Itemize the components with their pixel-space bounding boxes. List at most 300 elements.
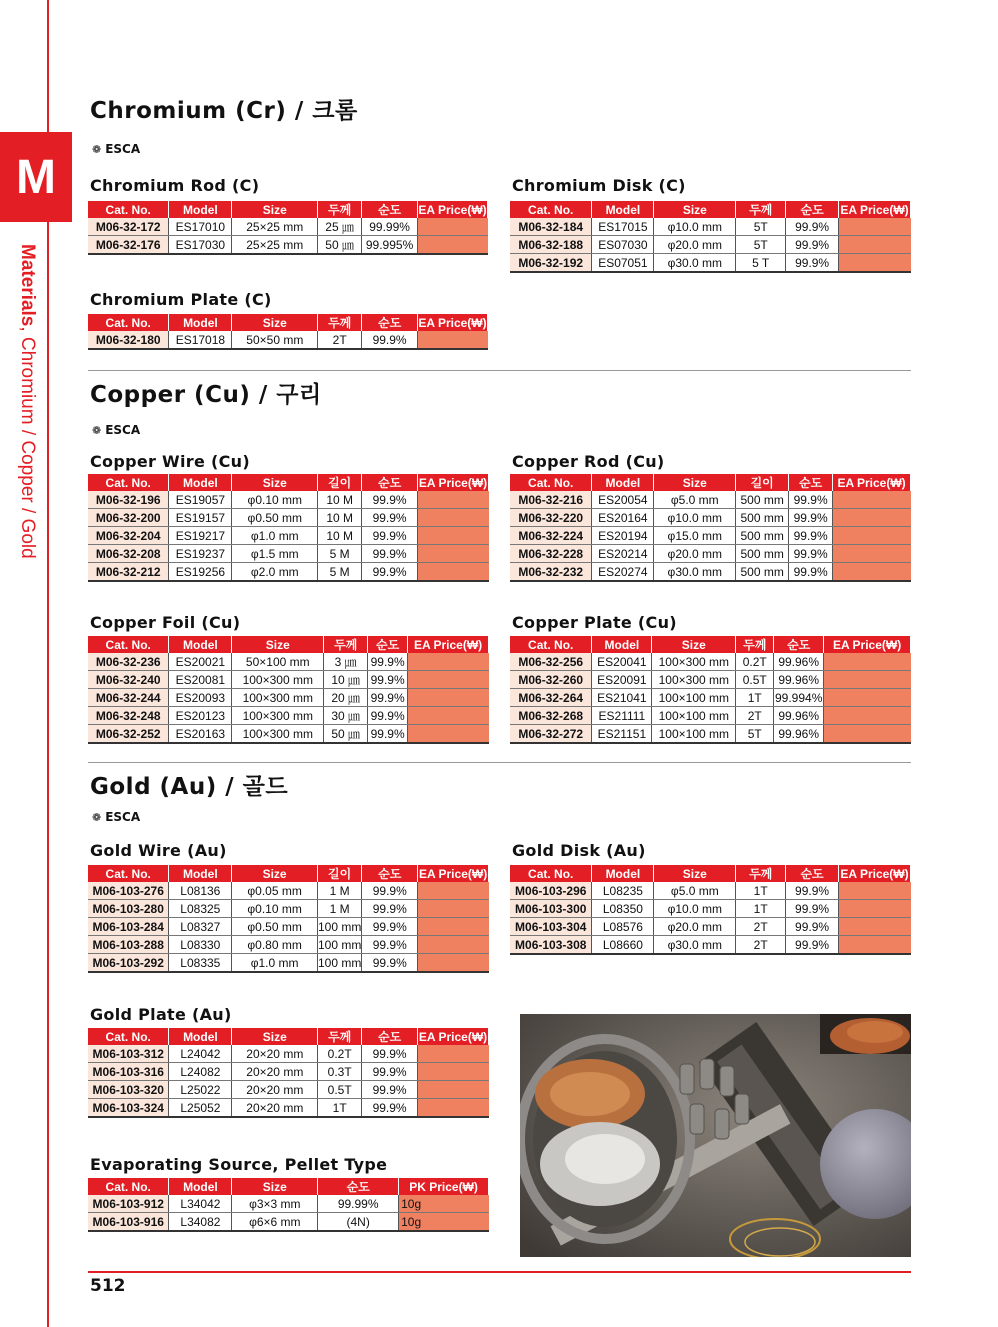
price-cell — [418, 236, 488, 255]
cat-no-cell: M06-103-320 — [88, 1081, 169, 1099]
table-cell: L08330 — [169, 936, 232, 954]
table-cell: 99.9% — [789, 509, 833, 527]
cat-no-cell: M06-103-304 — [510, 918, 592, 936]
table-cell: L25052 — [169, 1099, 232, 1118]
table-cell: 99.9% — [786, 936, 839, 955]
gold-esca — [92, 810, 140, 824]
price-cell — [839, 918, 911, 936]
cat-no-cell: M06-103-312 — [88, 1045, 169, 1063]
price-cell — [833, 563, 911, 582]
column-header: Size — [654, 865, 736, 882]
price-cell — [418, 563, 489, 582]
column-header: Model — [169, 314, 232, 331]
column-header: EA Price(₩) — [824, 636, 911, 653]
table-row — [88, 527, 489, 545]
price-cell — [408, 671, 489, 689]
table-cell: 2T — [736, 707, 774, 725]
table-cell: 99.9% — [786, 254, 839, 273]
table-cell: φ1.0 mm — [232, 954, 318, 973]
table-title: Copper Foil (Cu) — [90, 613, 241, 632]
table-row — [88, 689, 489, 707]
esca-label: ESCA — [105, 142, 141, 156]
side-label-rest: , Chromium / Copper / Gold — [17, 326, 38, 559]
table-row — [510, 725, 911, 744]
table-cell: ES20093 — [169, 689, 232, 707]
table-cell: 5 M — [318, 563, 362, 582]
price-cell — [824, 707, 911, 725]
cat-no-cell: M06-32-176 — [88, 236, 169, 255]
table-cell: 99.96% — [774, 653, 824, 671]
column-header: Size — [654, 474, 736, 491]
cat-no-cell: M06-103-296 — [510, 882, 592, 900]
price-cell — [839, 900, 911, 918]
cat-no-cell: M06-32-232 — [510, 563, 592, 582]
price-cell — [408, 689, 489, 707]
cat-no-cell: M06-32-264 — [510, 689, 592, 707]
cat-no-cell: M06-32-180 — [88, 331, 169, 349]
table-row — [88, 509, 489, 527]
side-label — [18, 244, 42, 624]
flower-bullet-icon: ❁ — [92, 143, 102, 156]
esca-label: ESCA — [105, 810, 141, 824]
table-cell: 10 M — [318, 527, 362, 545]
section-divider — [88, 762, 911, 763]
table-cell: ES19217 — [169, 527, 232, 545]
table-header-row — [510, 636, 911, 653]
table-row — [88, 653, 489, 671]
column-header: 순도 — [362, 865, 418, 882]
column-header: EA Price(₩) — [418, 866, 488, 881]
section-divider — [88, 370, 911, 371]
table-title: Gold Disk (Au) — [512, 841, 646, 860]
table-cell: 2T — [318, 331, 362, 349]
table-cell: 500 mm — [736, 527, 789, 545]
table-cell: L08350 — [592, 900, 654, 918]
table-row — [88, 900, 489, 918]
column-header: 순도 — [368, 636, 408, 653]
cat-no-cell: M06-103-316 — [88, 1063, 169, 1081]
table-row — [510, 671, 911, 689]
table-cell: 99.9% — [362, 1081, 418, 1099]
cat-no-cell: M06-32-272 — [510, 725, 592, 744]
price-cell — [418, 545, 489, 563]
cat-no-cell: M06-103-300 — [510, 900, 592, 918]
column-header: EA Price(₩) — [840, 202, 909, 217]
table-row — [510, 254, 911, 273]
table-title: Chromium Rod (C) — [90, 176, 260, 195]
table-row — [88, 936, 489, 954]
column-header: EA Price(₩) — [840, 866, 909, 881]
cat-no-cell: M06-32-256 — [510, 653, 592, 671]
cat-no-cell: M06-32-244 — [88, 689, 169, 707]
column-header: 길이 — [317, 865, 361, 882]
table-row — [510, 236, 911, 254]
table-cell: ES19157 — [169, 509, 232, 527]
table-cell: 10 ㎛ — [324, 671, 368, 689]
table-cell: 99.9% — [362, 563, 418, 582]
column-header: EA Price(₩) — [418, 315, 487, 330]
table-row — [88, 331, 488, 349]
table-cell: ES19057 — [169, 491, 232, 509]
table-row — [88, 1213, 489, 1232]
table-header-row — [88, 865, 489, 882]
table-cell: ES20164 — [592, 509, 654, 527]
cat-no-cell: M06-32-172 — [88, 218, 169, 236]
column-header: Size — [232, 636, 324, 653]
table-row — [510, 491, 911, 509]
cat-no-cell: M06-32-260 — [510, 671, 592, 689]
cat-no-cell: M06-32-188 — [510, 236, 592, 254]
section-tab — [0, 132, 72, 222]
column-header: EA Price(₩) — [418, 475, 488, 490]
table-cell: L08235 — [592, 882, 654, 900]
table-cell: 0.5T — [318, 1081, 362, 1099]
table-row — [88, 707, 489, 725]
price-cell — [833, 545, 911, 563]
column-header: 순도 — [362, 201, 418, 218]
table-row — [510, 563, 911, 582]
price-cell: 10g — [399, 1213, 489, 1232]
table-row — [88, 671, 489, 689]
table-cell: ES20091 — [592, 671, 652, 689]
table-cell: 99.9% — [362, 1099, 418, 1118]
table-cell: 1T — [736, 882, 786, 900]
price-cell — [839, 882, 911, 900]
column-header: 순도 — [362, 1028, 418, 1045]
table-cell: 50 ㎛ — [324, 725, 368, 744]
column-header: Cat. No. — [88, 636, 169, 653]
column-header: Size — [652, 636, 736, 653]
cat-no-cell: M06-32-184 — [510, 218, 592, 236]
table-cell: 99.9% — [362, 331, 418, 349]
cat-no-cell: M06-103-288 — [88, 936, 169, 954]
table-cell: 99.9% — [368, 725, 408, 744]
table-header-row — [88, 1178, 489, 1195]
column-header: 길이 — [736, 474, 789, 491]
table-cell: 99.9% — [362, 509, 418, 527]
section-tab-letter: M — [16, 150, 56, 204]
cat-no-cell: M06-32-212 — [88, 563, 169, 582]
column-header: Cat. No. — [510, 865, 592, 882]
column-header: Size — [232, 1028, 318, 1045]
table-cell: 2T — [736, 918, 786, 936]
table-row — [510, 900, 911, 918]
table-row — [510, 882, 911, 900]
table-cell: φ10.0 mm — [654, 900, 736, 918]
table-row — [88, 218, 488, 236]
chromium-title: Chromium (Cr) / 크롬 — [90, 98, 358, 124]
table-cell: 100 mm — [317, 919, 362, 934]
cat-no-cell: M06-103-324 — [88, 1099, 169, 1118]
table-cell: 10 M — [318, 509, 362, 527]
cat-no-cell: M06-103-284 — [88, 918, 169, 936]
table-cell: 1 M — [317, 900, 361, 918]
table-cell: 99.9% — [786, 918, 839, 936]
column-header: 순도 — [362, 474, 418, 491]
table-cell: 500 mm — [736, 545, 789, 563]
table-title: Chromium Disk (C) — [512, 176, 686, 195]
column-header: 두께 — [318, 314, 362, 331]
table-cell: 99.9% — [789, 563, 833, 582]
cat-no-cell: M06-32-228 — [510, 545, 592, 563]
column-header: 순도 — [789, 474, 833, 491]
table-cell: ES21041 — [592, 689, 652, 707]
column-header: Model — [169, 201, 232, 218]
table-header-row — [88, 201, 488, 218]
table-cell: 100×100 mm — [652, 707, 736, 725]
table-cell: L08136 — [169, 882, 232, 900]
table-cell: L08660 — [592, 936, 654, 955]
table-header-row — [510, 474, 911, 491]
table-row — [510, 918, 911, 936]
table-cell: 99.9% — [786, 236, 839, 254]
table-cell: 30 ㎛ — [324, 707, 368, 725]
table-cell: 100×300 mm — [232, 725, 324, 744]
price-cell — [418, 509, 489, 527]
table-row — [88, 563, 489, 582]
table-cell: 500 mm — [736, 563, 789, 582]
table-row — [510, 509, 911, 527]
table-title: Copper Plate (Cu) — [512, 613, 677, 632]
column-header: Model — [169, 1028, 232, 1045]
table-cell: L34082 — [169, 1213, 232, 1232]
table-cell: 0.3T — [318, 1063, 362, 1081]
table-cell: ES07030 — [592, 236, 654, 254]
table-row — [88, 545, 489, 563]
table-cell: ES17030 — [169, 236, 232, 255]
page-number: 512 — [90, 1276, 126, 1296]
column-header: 두께 — [318, 1028, 362, 1045]
column-header: EA Price(₩) — [418, 202, 487, 217]
table-cell: ES20194 — [592, 527, 654, 545]
table-cell: 99.99% — [318, 1195, 399, 1213]
table-cell: 99.9% — [362, 918, 418, 936]
table-cell: 99.9% — [362, 900, 418, 918]
table-cell: 99.995% — [362, 236, 418, 255]
table-cell: 99.9% — [786, 900, 839, 918]
cat-no-cell: M06-103-292 — [88, 954, 169, 973]
table-cell: 99.96% — [774, 671, 824, 689]
price-cell — [418, 1081, 489, 1099]
cat-no-cell: M06-103-912 — [88, 1195, 169, 1213]
price-cell — [824, 671, 911, 689]
cat-no-cell: M06-103-276 — [88, 882, 169, 900]
cat-no-cell: M06-32-268 — [510, 707, 592, 725]
table-cell: ES17010 — [169, 218, 232, 236]
column-header: Cat. No. — [510, 636, 592, 653]
price-cell — [418, 491, 489, 509]
table-cell: 99.9% — [362, 491, 418, 509]
table-cell: φ0.50 mm — [232, 918, 318, 936]
table-cell: ES20123 — [169, 707, 232, 725]
table-cell: 20×20 mm — [232, 1045, 318, 1063]
cat-no-cell: M06-32-216 — [510, 491, 592, 509]
cat-no-cell: M06-103-308 — [510, 936, 592, 955]
table-cell: φ20.0 mm — [654, 236, 736, 254]
table-cell: 25 ㎛ — [318, 218, 362, 236]
table-cell: 25×25 mm — [232, 236, 318, 255]
table-cell: 99.96% — [774, 725, 824, 744]
table-cell: φ0.80 mm — [232, 936, 318, 954]
table-cell: 1 M — [317, 882, 361, 900]
product-photo — [520, 1014, 911, 1257]
column-header: Cat. No. — [510, 474, 592, 491]
table-cell: 100×300 mm — [652, 653, 736, 671]
price-cell — [418, 1063, 489, 1081]
table-cell: 99.9% — [362, 1045, 418, 1063]
table-cell: 20×20 mm — [232, 1099, 318, 1118]
table-row — [88, 491, 489, 509]
table-cell: (4N) — [318, 1213, 399, 1232]
table-title: Chromium Plate (C) — [90, 290, 272, 309]
price-cell — [418, 218, 488, 236]
column-header: Size — [232, 474, 318, 491]
table-row — [510, 653, 911, 671]
table-cell: ES20081 — [169, 671, 232, 689]
copper-title: Copper (Cu) / 구리 — [90, 382, 322, 408]
price-cell: 10g — [399, 1195, 489, 1213]
table-cell: ES21111 — [592, 707, 652, 725]
flower-bullet-icon: ❁ — [92, 811, 102, 824]
price-cell — [418, 900, 489, 918]
copper-wire-table — [88, 474, 489, 582]
price-cell — [418, 1099, 489, 1118]
table-cell: L08325 — [169, 900, 232, 918]
column-header: 길이 — [318, 474, 362, 491]
column-header: 두께 — [736, 201, 786, 218]
table-row — [510, 707, 911, 725]
table-cell: 99.994% — [774, 690, 823, 705]
table-cell: 99.9% — [789, 545, 833, 563]
column-header: Cat. No. — [88, 314, 169, 331]
table-cell: ES20274 — [592, 563, 654, 582]
table-cell: ES17018 — [169, 331, 232, 349]
table-row — [88, 954, 489, 973]
cat-no-cell: M06-32-196 — [88, 491, 169, 509]
cat-no-cell: M06-32-220 — [510, 509, 592, 527]
column-header: Model — [169, 865, 232, 882]
price-cell — [824, 725, 911, 744]
table-cell: 20 ㎛ — [324, 689, 368, 707]
table-cell: L24082 — [169, 1063, 232, 1081]
gold-wire-table — [88, 865, 489, 973]
column-header: Model — [592, 474, 654, 491]
table-cell: 500 mm — [736, 491, 789, 509]
table-cell: φ5.0 mm — [654, 491, 736, 509]
table-cell: 99.9% — [362, 882, 418, 900]
column-header: Cat. No. — [88, 1028, 169, 1045]
table-row — [510, 545, 911, 563]
table-cell: φ0.10 mm — [232, 491, 318, 509]
table-cell: φ6×6 mm — [232, 1213, 318, 1232]
price-cell — [833, 509, 911, 527]
table-cell: φ2.0 mm — [232, 563, 318, 582]
copper-foil-table — [88, 636, 489, 744]
cat-no-cell: M06-32-252 — [88, 725, 169, 744]
column-header: Model — [592, 201, 654, 218]
table-cell: 50×50 mm — [232, 331, 318, 349]
table-cell: ES20214 — [592, 545, 654, 563]
price-cell — [833, 527, 911, 545]
column-header: Model — [592, 865, 654, 882]
column-header: Cat. No. — [88, 474, 169, 491]
table-cell: φ0.05 mm — [232, 882, 318, 900]
cat-no-cell: M06-103-280 — [88, 900, 169, 918]
table-cell: φ30.0 mm — [654, 254, 736, 273]
price-cell — [833, 491, 911, 509]
table-cell: 5T — [736, 725, 774, 744]
table-cell: 3 ㎛ — [324, 653, 368, 671]
price-cell — [824, 653, 911, 671]
table-cell: 5 M — [318, 545, 362, 563]
price-cell — [418, 936, 489, 954]
chromium-rod-table — [88, 201, 488, 255]
table-header-row — [88, 636, 489, 653]
price-cell — [418, 918, 489, 936]
table-row — [88, 918, 489, 936]
table-cell: L34042 — [169, 1195, 232, 1213]
column-header: Model — [169, 636, 232, 653]
table-cell: 1T — [736, 689, 774, 707]
table-cell: 0.2T — [736, 653, 774, 671]
column-header: Cat. No. — [88, 865, 169, 882]
table-title: Copper Wire (Cu) — [90, 452, 250, 471]
table-cell: 99.9% — [362, 936, 418, 954]
table-cell: 100×300 mm — [232, 689, 324, 707]
table-cell: L08327 — [169, 918, 232, 936]
column-header: EA Price(₩) — [833, 474, 911, 491]
esca-label: ESCA — [105, 423, 141, 437]
table-cell: 100 mm — [317, 937, 362, 952]
table-cell: φ0.10 mm — [232, 900, 318, 918]
price-cell — [408, 707, 489, 725]
price-cell — [418, 331, 488, 349]
price-cell — [839, 218, 911, 236]
table-title: Gold Plate (Au) — [90, 1005, 232, 1024]
column-header: Size — [232, 314, 318, 331]
column-header: Size — [654, 201, 736, 218]
column-header: 순도 — [786, 865, 839, 882]
table-row — [88, 1195, 489, 1213]
table-cell: 100×300 mm — [652, 671, 736, 689]
table-cell: ES07051 — [592, 254, 654, 273]
column-header: 두께 — [318, 201, 362, 218]
table-cell: 99.9% — [368, 671, 408, 689]
table-title: Evaporating Source, Pellet Type — [90, 1155, 388, 1174]
column-header: 두께 — [736, 865, 786, 882]
table-cell: 2T — [736, 936, 786, 955]
table-cell: ES19256 — [169, 563, 232, 582]
table-row — [88, 1081, 489, 1099]
copper-esca — [92, 423, 140, 437]
table-row — [88, 725, 489, 744]
table-row — [88, 882, 489, 900]
table-cell: 99.9% — [362, 954, 418, 973]
table-cell: ES19237 — [169, 545, 232, 563]
table-cell: 99.9% — [786, 882, 839, 900]
table-cell: φ0.50 mm — [232, 509, 318, 527]
price-cell — [839, 236, 911, 254]
table-cell: ES20041 — [592, 653, 652, 671]
table-cell: ES20163 — [169, 725, 232, 744]
table-row — [510, 218, 911, 236]
table-cell: 5T — [736, 236, 786, 254]
column-header: Model — [169, 474, 232, 491]
table-cell: 5T — [736, 218, 786, 236]
table-header-row — [510, 865, 911, 882]
table-cell: φ5.0 mm — [654, 882, 736, 900]
copper-plate-table — [510, 636, 911, 744]
